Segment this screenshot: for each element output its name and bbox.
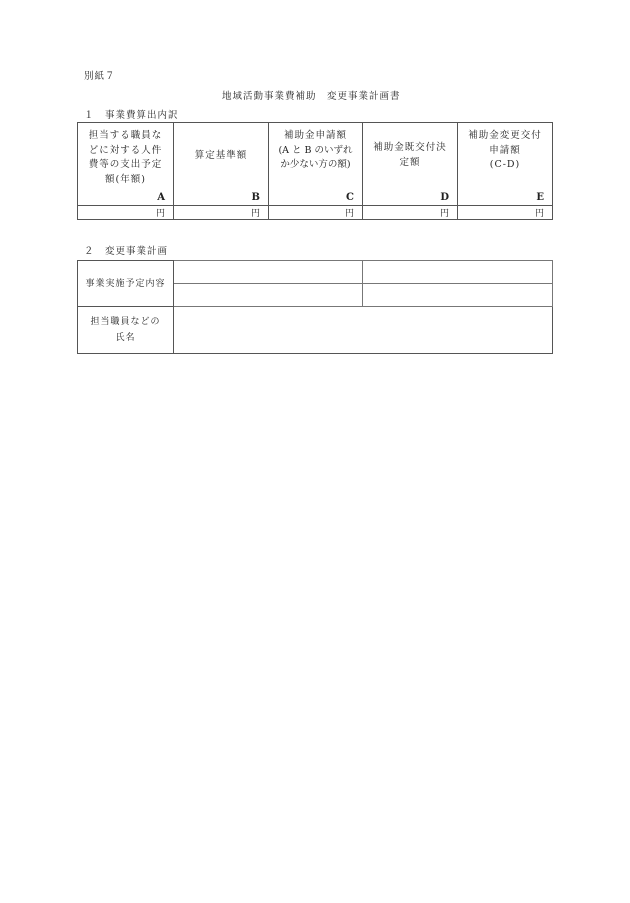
- header-label-b: 算定基準額: [194, 150, 248, 161]
- column-letter-a: A: [157, 192, 165, 203]
- header-label-c: 補助金申請額 (A と B のいずれ か少ない方の額): [278, 130, 353, 170]
- plan-cell-2-1[interactable]: [174, 284, 363, 307]
- staff-name-label: 担当職員などの 氏名: [78, 307, 174, 354]
- amount-cell-c[interactable]: 円: [269, 206, 363, 220]
- plan-cell-1-1[interactable]: [174, 261, 363, 284]
- appendix-label: 別紙７: [84, 71, 116, 82]
- column-letter-c: C: [346, 192, 354, 203]
- header-cell-e: [458, 123, 553, 206]
- section1-heading: １ 事業費算出内訳: [84, 110, 179, 121]
- header-cell-c: [269, 123, 363, 206]
- header-cell-b: [174, 123, 269, 206]
- header-label-e: 補助金変更交付 申請額 (C-D): [468, 130, 542, 170]
- section2-heading: ２ 変更事業計画: [84, 246, 169, 257]
- plan-content-label: 事業実施予定内容: [78, 261, 174, 307]
- header-cell-a: [78, 123, 174, 206]
- amount-cell-a[interactable]: 円: [78, 206, 174, 220]
- header-label-d: 補助金既交付決 定額: [373, 142, 447, 168]
- amount-cell-d[interactable]: 円: [363, 206, 458, 220]
- expense-breakdown-table: [77, 122, 553, 220]
- amount-cell-e[interactable]: 円: [458, 206, 553, 220]
- plan-row-1: [78, 261, 553, 284]
- column-letter-e: E: [536, 192, 544, 203]
- header-cell-d: [363, 123, 458, 206]
- plan-cell-1-2[interactable]: [363, 261, 553, 284]
- column-letter-b: B: [251, 192, 260, 203]
- header-row: [78, 123, 553, 206]
- amount-cell-b[interactable]: 円: [174, 206, 269, 220]
- header-label-a: 担当する職員な どに対する人件 費等の支出予定 額(年額): [88, 130, 163, 185]
- staff-name-row: [78, 307, 553, 354]
- staff-name-field[interactable]: [174, 307, 553, 354]
- document-title: 地域活動事業費補助 変更事業計画書: [222, 91, 401, 102]
- column-letter-d: D: [440, 192, 449, 203]
- plan-cell-2-2[interactable]: [363, 284, 553, 307]
- amount-row: [78, 206, 553, 220]
- change-plan-table: [77, 260, 553, 354]
